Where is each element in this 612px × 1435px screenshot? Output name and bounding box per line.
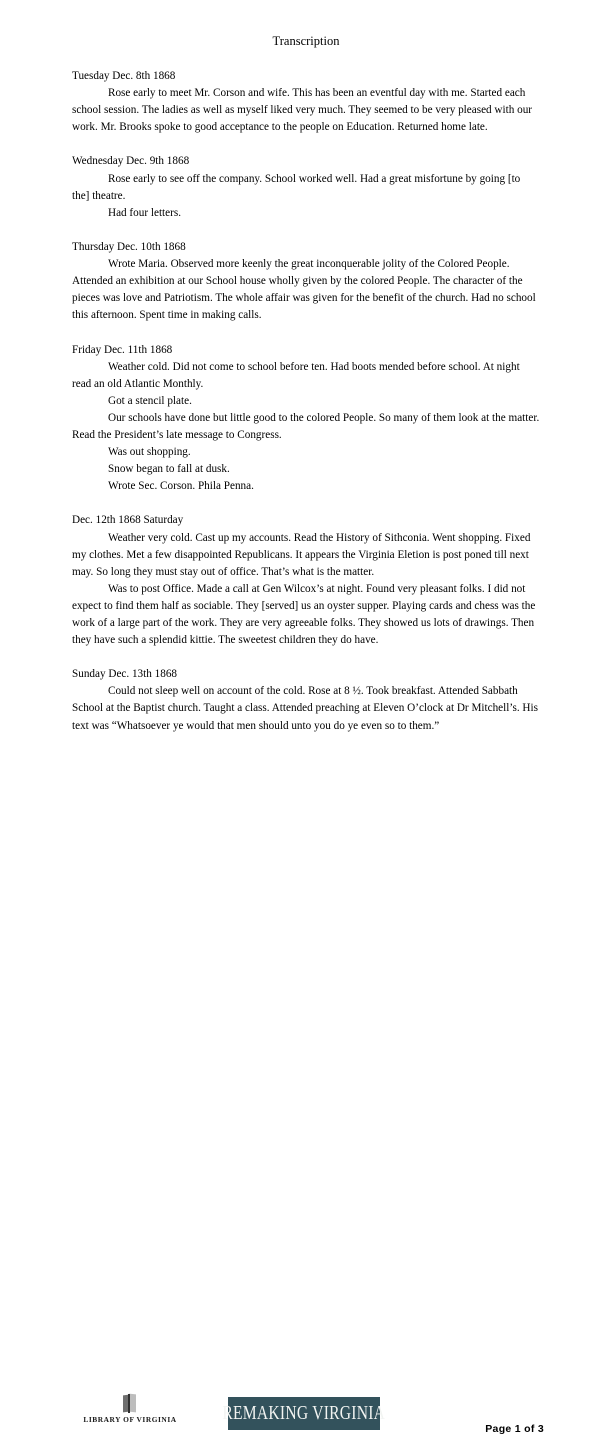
page-title: Transcription [272, 34, 340, 48]
entry-paragraph: Snow began to fall at dusk. [108, 463, 230, 476]
journal-entry [72, 153, 540, 221]
journal-entry [72, 342, 540, 496]
entry-paragraph: Rose early to see off the company. School worked well. Had a great misfortune by going [to the] theatre. [72, 172, 521, 202]
entry-paragraph: Weather cold. Did not come to school before ten. Had boots mended before school. At night read an old Atlantic Monthly. [72, 360, 520, 390]
transcription-body [72, 68, 540, 735]
entry-paragraph: Wrote Maria. Observed more keenly the great inconquerable jolity of the Colored People. Attended an exhibition at our School house wholly given by the colored People. The character of the pieces was love and Patriotism. The whole affair was given for the benefit of the church. Had no school this afternoon. Spent time in making calls. [72, 258, 536, 322]
entry-date-heading: Friday Dec. 11th 1868 [72, 343, 173, 356]
entry-date-heading: Sunday Dec. 13th 1868 [72, 668, 178, 681]
entry-paragraph: Rose early to meet Mr. Corson and wife. This has been an eventful day with me. Started each school session. The ladies as well as myself liked very much. They seemed to be very pleased with our work. Mr. Brooks spoke to good acceptance to the people on Education. Returned home late. [72, 87, 533, 134]
entry-paragraph: Had four letters. [108, 206, 182, 219]
library-of-virginia-label: LIBRARY OF VIRGINIA [83, 1415, 177, 1424]
journal-entry [72, 512, 540, 649]
paragraph-spacer [72, 222, 540, 239]
remaking-virginia-logo [222, 1397, 386, 1430]
journal-entry [72, 239, 540, 324]
page-number: Page 1 of 3 [485, 1423, 544, 1435]
journal-entry [72, 68, 540, 136]
entry-paragraph: Was to post Office. Made a call at Gen Wilcox’s at night. Found very pleasant folks. I did not expect to find them half as sociable. They [served] us an oyster supper. Playing cards and chess was the work of a large part of the work. They are very agreeable folks. They showed us lots of drawings. Then they have such a splendid kittie. The sweetest children they do have. [72, 582, 536, 647]
library-of-virginia-logo [80, 1394, 180, 1424]
entry-date-heading: Wednesday Dec. 9th 1868 [72, 155, 190, 168]
entry-paragraph: Our schools have done but little good to the colored People. So many of them look at the matter. Read the President’s late message to Congress. [72, 411, 540, 441]
entry-paragraph: Weather very cold. Cast up my accounts. Read the History of Sithconia. Went shopping. Fixed my clothes. Met a few disappointed Republicans. It appears the Virginia Eletion is post poned till next may. So long they must stay out of office. That’s what is the matter. [72, 531, 531, 578]
paragraph-spacer [72, 136, 540, 153]
paragraph-spacer [72, 324, 540, 341]
entry-paragraph: Wrote Sec. Corson. Phila Penna. [108, 480, 254, 493]
entry-paragraph: Got a stencil plate. [108, 394, 192, 407]
entry-date-heading: Tuesday Dec. 8th 1868 [72, 70, 176, 82]
paragraph-spacer [72, 495, 540, 512]
entry-date-heading: Thursday Dec. 10th 1868 [72, 240, 186, 253]
open-book-icon [80, 1394, 180, 1414]
entry-date-heading: Dec. 12th 1868 Saturday [72, 514, 184, 527]
remaking-virginia-label: REMAKING VIRGINIA [222, 1402, 386, 1424]
entry-paragraph: Could not sleep well on account of the cold. Rose at 8 ½. Took breakfast. Attended Sabbath School at the Baptist church. Taught a class. Attended preaching at Eleven O’clock at Dr Mitchell’s. His text was “Whatsoever ye would that men should unto you do ye even so to them.” [72, 685, 538, 732]
entry-paragraph: Was out shopping. [108, 446, 191, 459]
page-footer [0, 694, 612, 1435]
paragraph-spacer [72, 649, 540, 666]
